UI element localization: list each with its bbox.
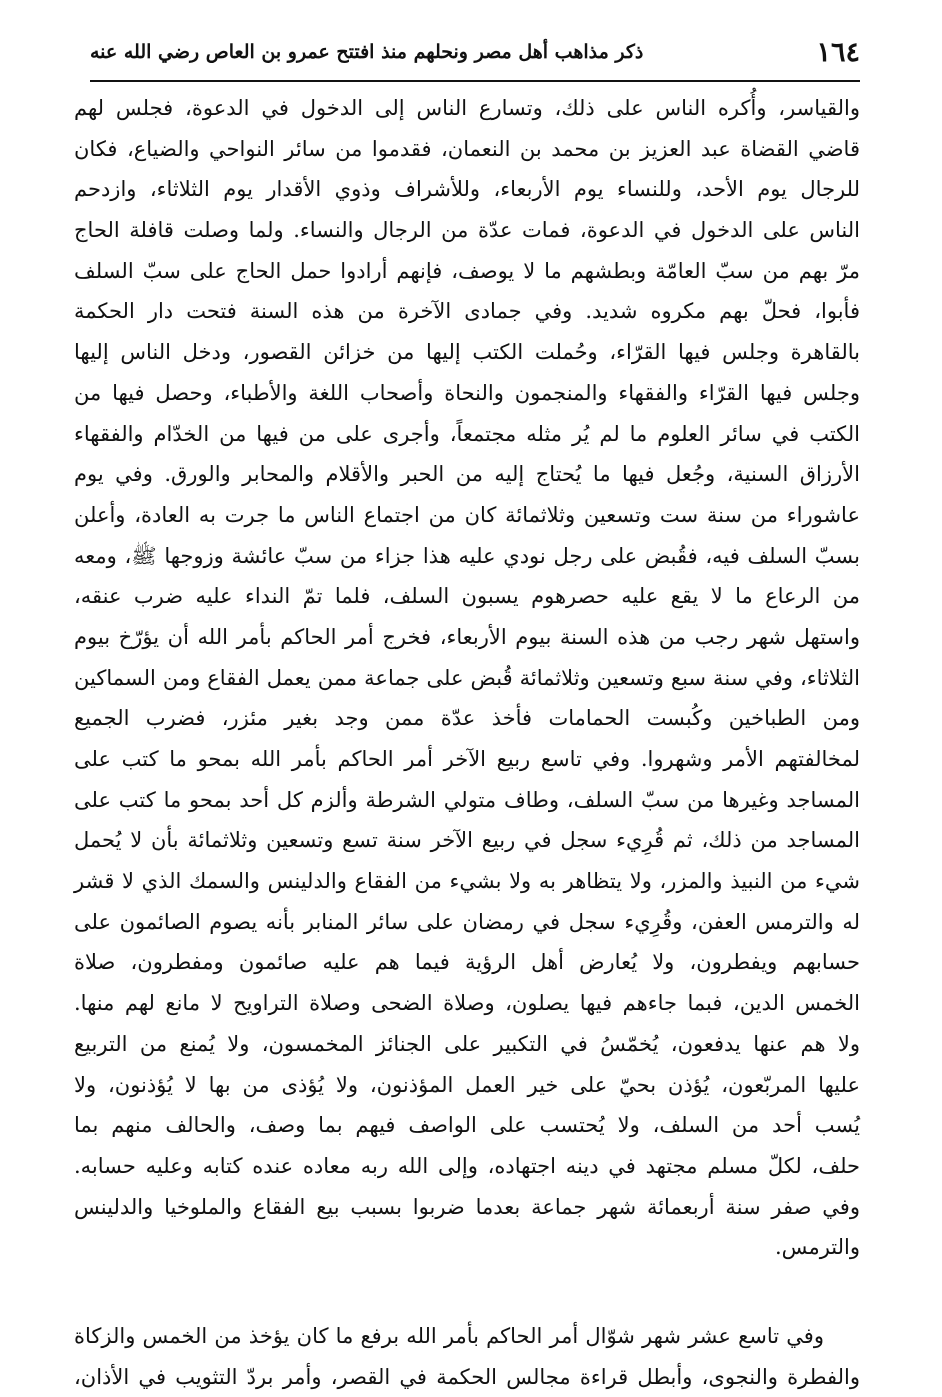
text-line: الناس على الدخول في الدعوة، فمات عدّة من الرجال والنساء. ولما وصلت قافلة الحاج — [74, 218, 860, 243]
text-line: عليها المربّعون، يُؤذن بحيّ على خير العمل المؤذنون، ولا يُؤذى من بها لا يُؤذنون، ولا — [74, 1072, 860, 1097]
text-line: الخمس الدين، فبما جاءهم فيها يصلون، وصلاة الضحى وصلاة التراويح لا مانع لهم منها. — [74, 991, 860, 1016]
text-line: وجلس فيها القرّاء والفقهاء والمنجمون والنحاة وأصحاب اللغة والأطباء، وحصل فيها من — [74, 380, 860, 405]
text-line: والترمس. — [775, 1235, 860, 1260]
text-line: ومن الطباخين وكُبست الحمامات فأخذ عدّة ممن وجد بغير مئزر، فضرب الجميع — [74, 706, 860, 731]
body-text — [74, 88, 860, 1397]
page-header — [90, 30, 860, 74]
text-line: قاضي القضاة عبد العزيز بن محمد بن النعمان، فقدموا من سائر النواحي والضياع، فكان — [74, 136, 860, 161]
text-line: بالقاهرة وجلس فيها القرّاء، وحُملت الكتب إليها من خزائن القصور، ودخل الناس إليها — [74, 340, 860, 365]
text-line: عاشوراء من سنة ست وتسعين وثلاثمائة كان من اجتماع الناس ما جرت به العادة، وأعلن — [74, 502, 860, 527]
text-line: الأرزاق السنية، وجُعل فيها ما يُحتاج إليه من الحبر والأقلام والمحابر والورق. وفي يوم — [74, 462, 860, 487]
text-line: والقياسر، وأُكره الناس على ذلك، وتسارع الناس إلى الدخول في الدعوة، فجلس لهم — [74, 96, 860, 120]
text-line: وفي صفر سنة أربعمائة شهر جماعة بعدما ضربوا بسبب بيع الفقاع والملوخيا والدلينس — [74, 1194, 860, 1219]
text-line: والفطرة والنجوى، وأبطل قراءة مجالس الحكمة في القصر، وأمر بردّ التثويب في الأذان، — [74, 1364, 860, 1389]
text-line: الثلاثاء، وفي سنة سبع وتسعين وثلاثمائة قُبض على جماعة ممن يعمل الفقاع ومن السماكين — [74, 665, 860, 690]
text-line: وفي تاسع عشر شهر شوّال أمر الحاكم بأمر الله برفع ما كان يؤخذ من الخمس والزكاة — [74, 1323, 824, 1348]
running-title: ذكر مذاهب أهل مصر ونحلهم منذ افتتح عمرو بن العاص رضي الله عنه — [90, 41, 644, 63]
paragraph-2 — [74, 1316, 860, 1397]
page-number: ١٦٤ — [816, 36, 860, 68]
text-line: حلف، لكلّ مسلم مجتهد في دينه اجتهاده، وإلى الله ربه معاده عنده كتابه وعليه حسابه. — [74, 1153, 860, 1178]
text-line: بسبّ السلف فيه، فقُبض على رجل نودي عليه هذا جزاء من سبّ عائشة وزوجها ﷺ، ومعه — [74, 543, 860, 568]
text-line: شيء من النبيذ والمزر، ولا يتظاهر به ولا بشيء من الفقاع والدلينس والسمك الذي لا قشر — [74, 869, 860, 894]
text-line: الكتب في سائر العلوم ما لم يُر مثله مجتمعاً، وأجرى على من فيها من الخدّام والفقهاء — [74, 421, 860, 446]
text-line: ولا هم عنها يدفعون، يُخمّسُ في التكبير على الجنائز المخمسون، ولا يُمنع من التربيع — [74, 1031, 860, 1056]
text-line: حسابهم ويفطرون، ولا يُعارض أهل الرؤية فيما هم عليه صائمون ومفطرون، صلاة — [74, 950, 860, 975]
text-line: من الرعاع ما لا يقع عليه حصرهوم يسبون السلف، فلما تمّ النداء عليه ضرب عنقه، — [74, 584, 860, 609]
text-line: يُسب أحد من السلف، ولا يُحتسب على الواصف فيهم بما وصف، والحالف منهم بما — [74, 1113, 860, 1138]
paragraph-1 — [74, 88, 860, 1268]
text-line: واستهل شهر رجب من هذه السنة بيوم الأربعاء، فخرج أمر الحاكم بأمر الله أن يؤرّخ بيوم — [74, 624, 860, 649]
text-line: للرجال يوم الأحد، وللنساء يوم الأربعاء، وللأشراف وذوي الأقدار يوم الثلاثاء، وازدحم — [74, 177, 860, 202]
header-divider — [90, 80, 860, 82]
text-line: المساجد من ذلك، ثم قُرِيء سجل في ربيع الآخر سنة تسع وتسعين وثلاثمائة بأن لا يُحمل — [74, 828, 860, 853]
text-line: مرّ بهم من سبّ العامّة وبطشهم ما لا يوصف، فإنهم أرادوا حمل الحاج على سبّ السلف — [74, 258, 860, 283]
text-line: لمخالفتهم الأمر وشهروا. وفي تاسع ربيع الآخر أمر الحاكم بأمر الله بمحو ما كتب على — [74, 747, 860, 771]
text-line: فأبوا، فحلّ بهم مكروه شديد. وفي جمادى الآخرة من هذه السنة فتحت دار الحكمة — [74, 299, 860, 324]
text-line: له والترمس العفن، وقُرِيء سجل في رمضان على سائر المنابر بأنه يصوم الصائمون على — [74, 909, 860, 934]
paragraph-spacer — [74, 1268, 860, 1316]
text-line: المساجد وغيرها من سبّ السلف، وطاف متولي الشرطة وألزم كل أحد بمحو ما كتب على — [74, 787, 860, 812]
